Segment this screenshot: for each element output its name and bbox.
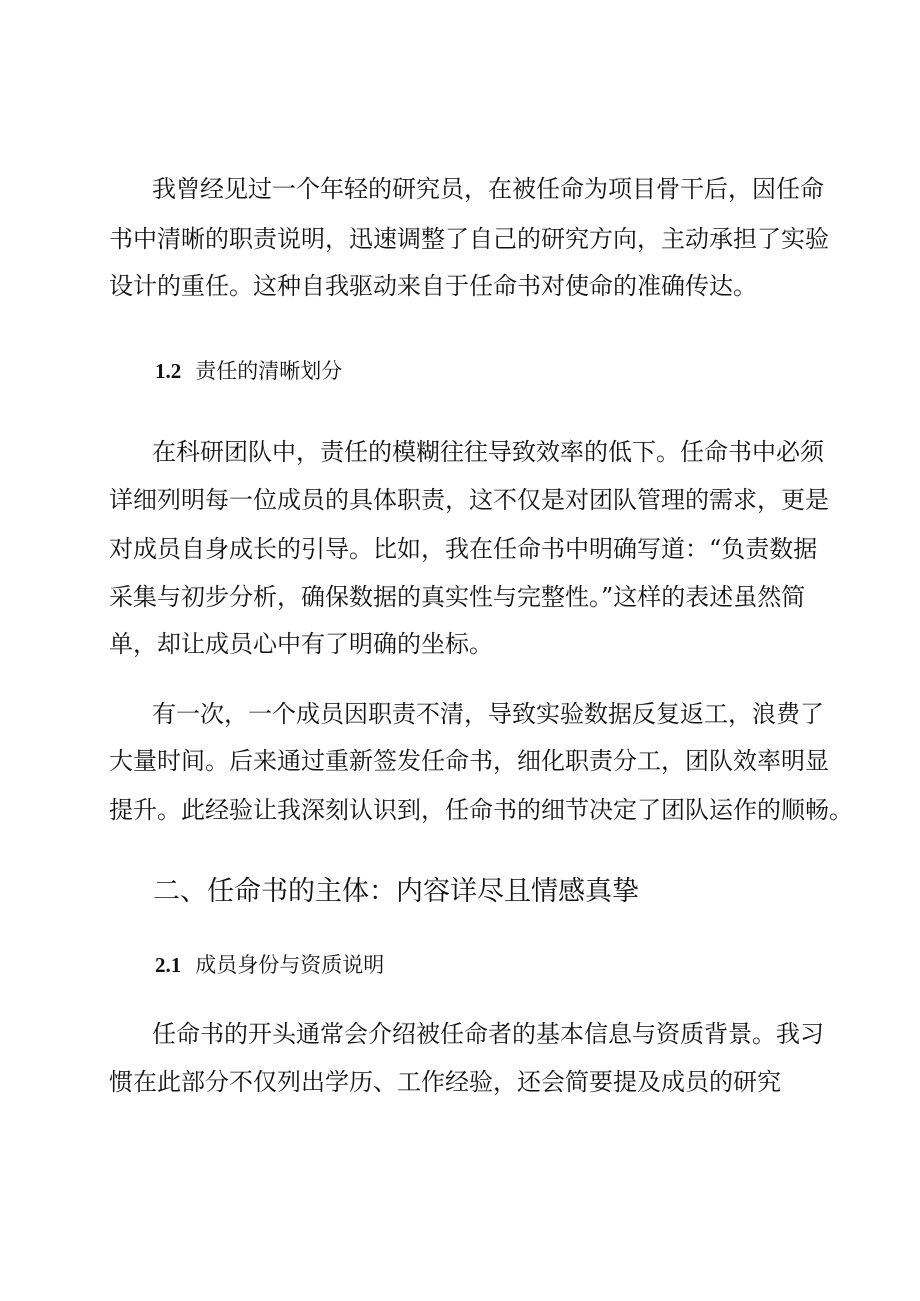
paragraph-2-line-3: 对成员自身成长的引导。比如，我在任命书中明确写道：“负责数据 bbox=[109, 535, 818, 563]
section-1-2-number: 1.2 bbox=[155, 359, 182, 383]
section-2-1-number: 2.1 bbox=[155, 953, 182, 977]
paragraph-2-line-1: 在科研团队中，责任的模糊往往导致效率的低下。任命书中必须 bbox=[152, 438, 824, 466]
paragraph-1-line-3: 设计的重任。这种自我驱动来自于任命书对使命的准确传达。 bbox=[109, 272, 757, 300]
paragraph-3-line-1: 有一次，一个成员因职责不清，导致实验数据反复返工，浪费了 bbox=[152, 700, 824, 728]
paragraph-4-line-1: 任命书的开头通常会介绍被任命者的基本信息与资质背景。我习 bbox=[152, 1020, 824, 1048]
section-1-2-title: 责任的清晰划分 bbox=[195, 359, 343, 383]
paragraph-1-line-1: 我曾经见过一个年轻的研究员，在被任命为项目骨干后，因任命 bbox=[152, 175, 824, 203]
paragraph-2-line-4: 采集与初步分析，确保数据的真实性与完整性。”这样的表述虽然简 bbox=[109, 583, 806, 611]
paragraph-2-line-2: 详细列明每一位成员的具体职责，这不仅是对团队管理的需求，更是 bbox=[109, 486, 829, 514]
paragraph-2-line-5: 单，却让成员心中有了明确的坐标。 bbox=[109, 630, 493, 658]
section-2-1-title: 成员身份与资质说明 bbox=[195, 953, 385, 977]
section-2-1-heading bbox=[155, 950, 384, 980]
paragraph-3-line-2: 大量时间。后来通过重新签发任命书，细化职责分工，团队效率明显 bbox=[109, 747, 829, 775]
section-2-heading: 二、任命书的主体：内容详尽且情感真挚 bbox=[153, 876, 639, 907]
paragraph-1-line-2: 书中清晰的职责说明，迅速调整了自己的研究方向，主动承担了实验 bbox=[109, 225, 829, 253]
section-1-2-heading bbox=[155, 356, 342, 386]
paragraph-3-line-3: 提升。此经验让我深刻认识到，任命书的细节决定了团队运作的顺畅。 bbox=[109, 796, 853, 824]
paragraph-4-line-2: 惯在此部分不仅列出学历、工作经验，还会简要提及成员的研究 bbox=[109, 1068, 781, 1096]
